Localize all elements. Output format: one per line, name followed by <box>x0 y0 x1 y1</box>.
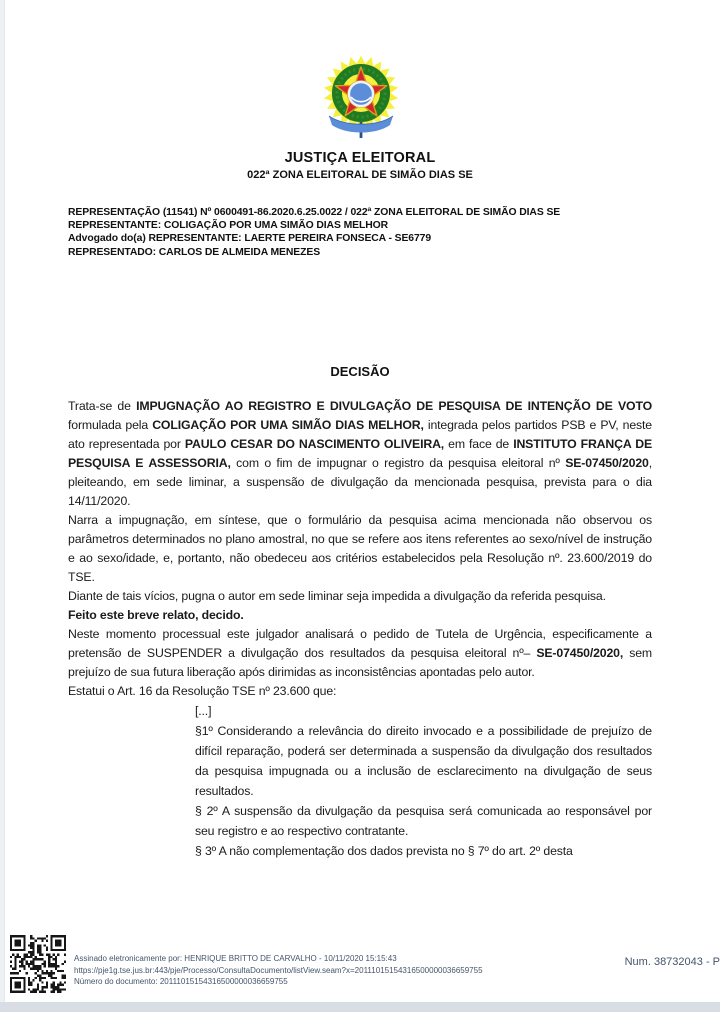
paragraph-intro <box>68 397 652 511</box>
text: [...] <box>195 704 212 718</box>
case-info-line: REPRESENTADO: CARLOS DE ALMEIDA MENEZES <box>68 246 321 258</box>
case-info-block <box>68 206 648 259</box>
decision-body <box>68 397 652 861</box>
paragraph-analysis <box>68 625 652 682</box>
text: Trata-se de <box>68 399 137 413</box>
paragraph-decision-note <box>68 606 652 625</box>
text: , pleiteando, em sede liminar, a suspensão de divulgação da mencionada pesquisa, prevista para o dia 14/11/2020. <box>68 456 652 508</box>
text: com o fim de impugnar o registro da pesquisa eleitoral nº <box>230 456 566 470</box>
paragraph-request <box>68 587 652 606</box>
case-info-line: Advogado do(a) REPRESENTANTE: LAERTE PEREIRA FONSECA - SE6779 <box>68 233 432 245</box>
bold-text: COLIGAÇÃO POR UMA SIMÃO DIAS MELHOR, <box>152 418 424 432</box>
text: formulada pela <box>68 418 153 432</box>
signature-block <box>74 953 614 988</box>
case-info-line: REPRESENTANTE: COLIGAÇÃO POR UMA SIMÃO DIAS MELHOR <box>68 220 389 232</box>
signature-line: Assinado eletronicamente por: HENRIQUE BRITTO DE CARVALHO - 10/11/2020 15:15:43 <box>74 954 397 963</box>
text: Narra a impugnação, em síntese, que o formulário da pesquisa acima mencionada não observou os parâmetros determinados no plano amostral, no que se refere aos itens referentes ao sexo/nível de instrução e ao sexo/idade, e, portanto, não obedeceu aos critérios estabelecidos pela Resolução nº. 23.600/2019 do TSE. <box>68 513 652 584</box>
text: integrada pelos partidos PSB e PV, neste ato representada por <box>68 418 652 451</box>
bold-text: SE-07450/2020 <box>565 456 649 470</box>
text: Diante de tais vícios, pugna o autor em sede liminar seja impedida a divulgação da referida pesquisa. <box>68 589 606 603</box>
paragraph-statute-intro <box>68 682 652 701</box>
text: § 3º A não complementação dos dados prevista no § 7º do art. 2º desta <box>195 844 573 858</box>
quote-paragraph-2 <box>195 801 652 841</box>
document-url: https://pje1g.tse.jus.br:443/pje/Processo/ConsultaDocumento/listView.seam?x=20111015154316500000036659755 <box>74 965 483 975</box>
quote-paragraph-3 <box>195 841 652 861</box>
bold-text: SE-07450/2020, <box>536 646 624 660</box>
bold-text: IMPUGNAÇÃO AO REGISTRO E DIVULGAÇÃO DE PESQUISA DE INTENÇÃO DE VOTO <box>136 399 652 413</box>
text: Estatui o Art. 16 da Resolução TSE nº 23.600 que: <box>68 684 337 698</box>
page-num-label: Num. 38732043 - P <box>624 956 720 968</box>
bold-text: INSTITUTO FRANÇA DE PESQUISA E ASSESSORIA, <box>68 437 653 470</box>
bold-text: Feito este breve relato, decido. <box>68 608 244 622</box>
text: sem prejuízo de sua futura liberação após dirimidas as inconsistências apontadas pelo autor. <box>68 646 652 679</box>
quote-paragraph-1 <box>195 721 652 801</box>
text: § 2º A suspensão da divulgação da pesquisa será comunicada ao responsável por seu registro e ao respectivo contratante. <box>195 804 652 838</box>
decision-title: DECISÃO <box>330 364 390 379</box>
text: Neste momento processual este julgador analisará o pedido de Tutela de Urgência, especificamente a pretensão de SUSPENDER a divulgação dos resultados da pesquisa eleitoral nº– <box>68 627 652 660</box>
page-bottom-band <box>0 1002 720 1012</box>
text: em face de <box>444 437 514 451</box>
case-info-line: REPRESENTAÇÃO (11541) Nº 0600491-86.2020.6.25.0022 / 022ª ZONA ELEITORAL DE SIMÃO DIAS SE <box>68 207 561 218</box>
zone-title: 022ª ZONA ELEITORAL DE SIMÃO DIAS SE <box>247 169 473 181</box>
text: §1º Considerando a relevância do direito invocado e a possibilidade de prejuízo de difícil reparação, poderá ser determinada a suspensão da divulgação dos resultados da pesquisa impugnada ou a inclusão de esclarecimento na divulgação de seus resultados. <box>195 724 652 798</box>
brazil-coat-of-arms-icon <box>322 56 400 144</box>
document-number: Número do documento: 20111015154316500000036659755 <box>74 977 288 987</box>
qr-code-icon <box>10 935 66 993</box>
quote-ellipsis <box>195 701 652 721</box>
page-left-edge <box>0 0 5 1012</box>
paragraph-allegations <box>68 511 652 587</box>
org-title: JUSTIÇA ELEITORAL <box>284 150 436 166</box>
bold-text: PAULO CESAR DO NASCIMENTO OLIVEIRA, <box>184 437 445 451</box>
